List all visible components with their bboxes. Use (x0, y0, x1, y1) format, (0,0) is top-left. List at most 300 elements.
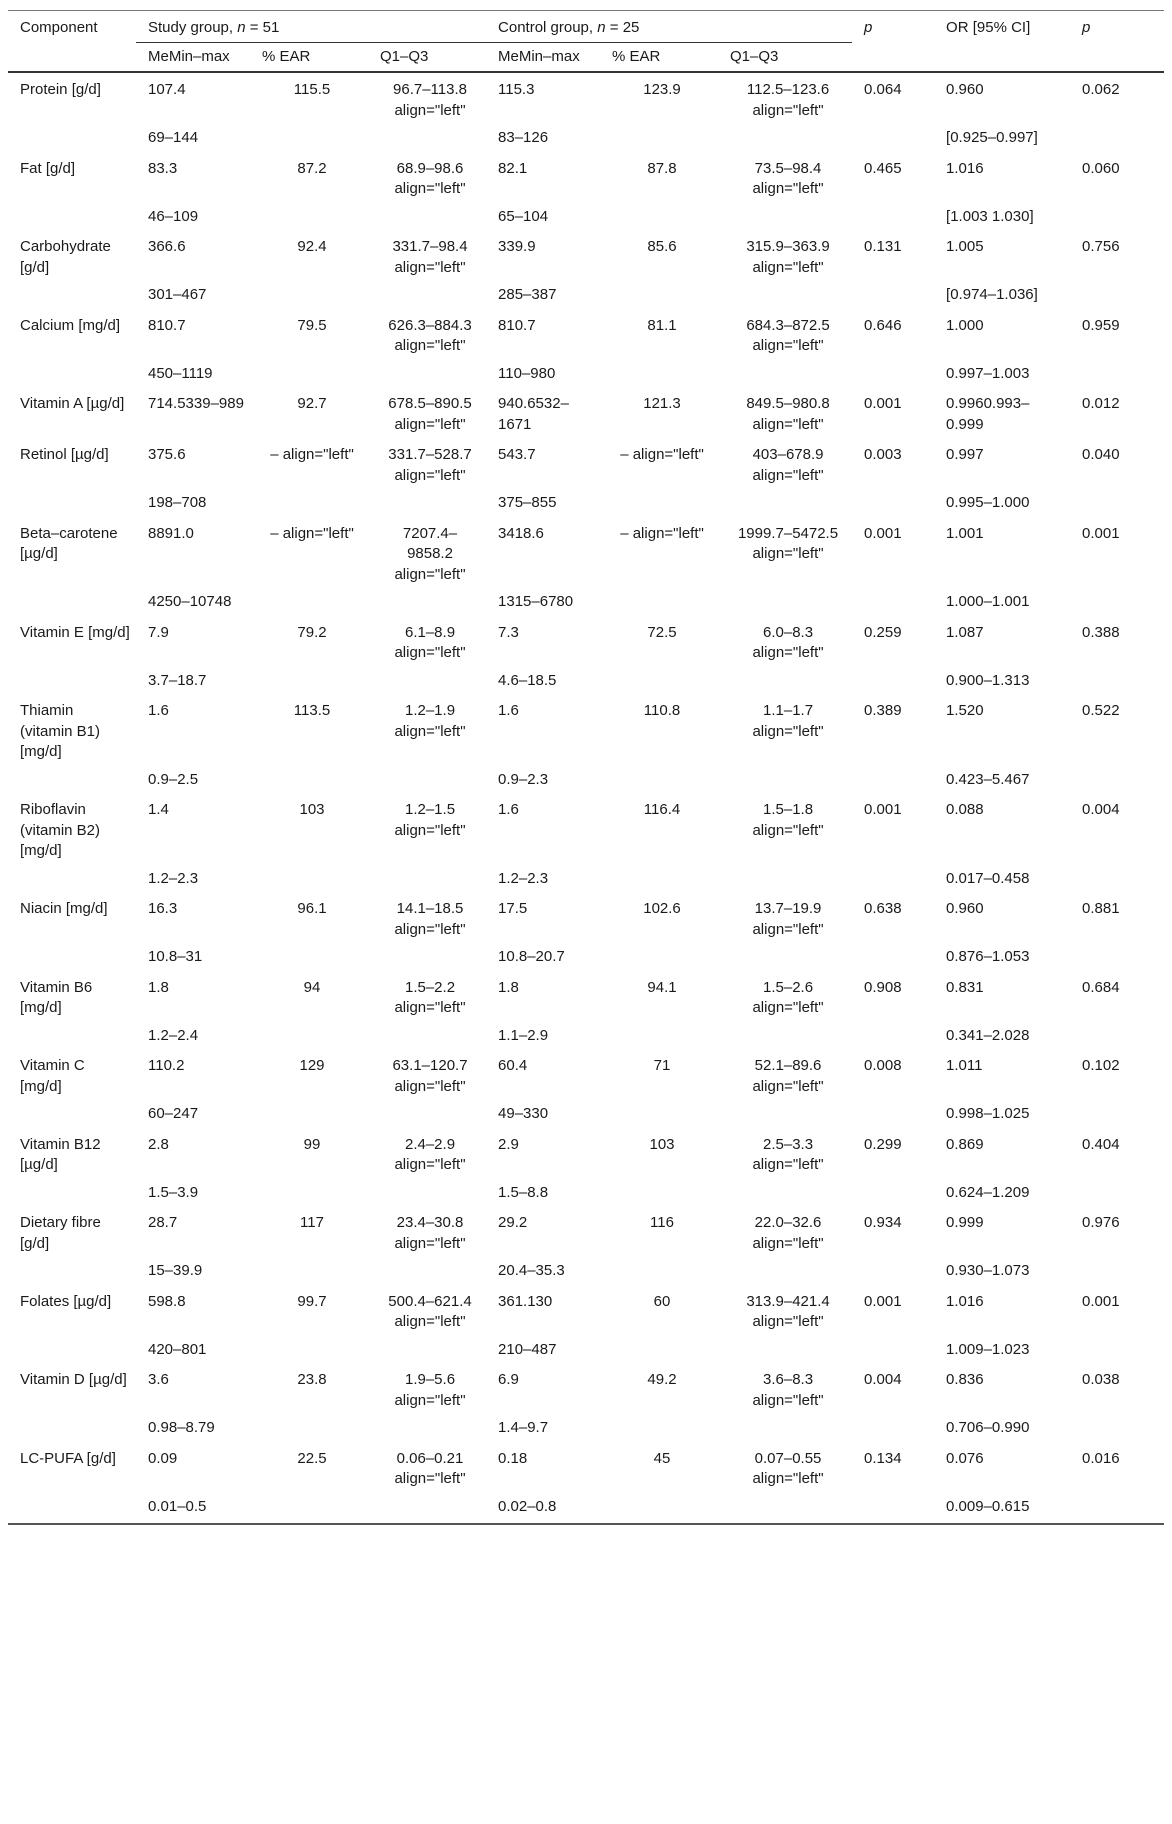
cell-control-range: 375–855 (498, 494, 557, 511)
cell-study-quartiles: 1.5–2.2 align="left" (394, 978, 466, 1016)
cell-empty (852, 1179, 934, 1207)
table-row-range (8, 1179, 1164, 1207)
table-row (8, 793, 1164, 865)
cell-study-median: 2.8 (148, 1135, 169, 1153)
cell-p-value-or: 0.001 (1082, 1292, 1120, 1310)
subheader-control-quartiles: Q1–Q3 (730, 47, 779, 65)
cell-empty (718, 766, 852, 794)
cell-p-value-or: 0.881 (1082, 900, 1120, 917)
table-row-range (8, 1414, 1164, 1442)
cell-empty (600, 1022, 718, 1050)
table-row-range (8, 1336, 1164, 1364)
cell-study-range: 69–144 (148, 129, 199, 146)
cell-study-ear: 22.5 (297, 1449, 327, 1467)
cell-p-value-or: 0.959 (1082, 316, 1120, 334)
cell-p-value: 0.004 (864, 1371, 902, 1388)
cell-odds-ratio: 0.960 (946, 81, 984, 98)
cell-study-quartiles: 68.9–98.6 align="left" (394, 159, 466, 197)
cell-empty (368, 1336, 486, 1364)
cell-empty (1070, 360, 1164, 388)
cell-control-ear: 60 (653, 1292, 671, 1310)
cell-study-quartiles: 1.2–1.5 align="left" (394, 801, 466, 839)
cell-study-median: 110.2 (148, 1057, 185, 1074)
table-row-range (8, 1257, 1164, 1285)
cell-p-value-or: 0.388 (1082, 623, 1120, 641)
table-row (8, 152, 1164, 203)
cell-component: Vitamin A [µg/d] (20, 395, 125, 412)
cell-empty (368, 1022, 486, 1050)
cell-empty (1070, 281, 1164, 309)
cell-odds-ratio: 0.076 (946, 1449, 984, 1467)
table-row (8, 1363, 1164, 1414)
cell-control-median: 29.2 (498, 1214, 528, 1231)
cell-study-quartiles: 23.4–30.8 align="left" (394, 1214, 466, 1252)
cell-empty (8, 588, 136, 616)
table-row (8, 387, 1164, 438)
cell-control-ear: 45 (653, 1449, 671, 1467)
cell-control-quartiles: 13.7–19.9 align="left" (752, 900, 824, 938)
cell-control-ear: 121.3 (643, 395, 681, 412)
cell-empty (718, 1257, 852, 1285)
cell-empty (718, 588, 852, 616)
cell-odds-ratio: 1.016 (946, 159, 984, 177)
cell-p-value-or: 0.001 (1082, 524, 1120, 542)
cell-p-value: 0.131 (864, 238, 902, 255)
cell-control-range: 0.02–0.8 (498, 1497, 557, 1515)
cell-component: Beta–carotene [µg/d] (20, 524, 118, 562)
cell-empty (250, 1100, 368, 1128)
cell-empty (852, 865, 934, 893)
cell-confidence-interval: 0.017–0.458 (946, 869, 1030, 887)
cell-component: Riboflavin (vitamin B2) [mg/d] (20, 801, 101, 859)
cell-empty (600, 489, 718, 517)
cell-empty (1070, 865, 1164, 893)
cell-confidence-interval: 0.995–1.000 (946, 494, 1030, 511)
cell-study-range: 0.01–0.5 (148, 1497, 207, 1515)
table-row-range (8, 360, 1164, 388)
cell-empty (852, 766, 934, 794)
cell-control-median: 543.7 (498, 446, 536, 463)
cell-component: Fat [g/d] (20, 159, 76, 177)
cell-study-median: 1.8 (148, 978, 169, 996)
cell-empty (600, 1257, 718, 1285)
cell-empty (852, 1336, 934, 1364)
cell-empty (250, 1257, 368, 1285)
cell-empty (600, 124, 718, 152)
cell-study-ear: 103 (299, 801, 325, 818)
cell-control-median: 0.18 (498, 1449, 528, 1467)
cell-odds-ratio: 0.9960.993–0.999 (946, 395, 1030, 433)
cell-empty (8, 1179, 136, 1207)
table-row-range (8, 489, 1164, 517)
cell-study-quartiles: 63.1–120.7 align="left" (392, 1057, 468, 1095)
cell-empty (718, 1179, 852, 1207)
cell-empty (8, 943, 136, 971)
cell-study-median: 3.6 (148, 1371, 169, 1388)
cell-component: Vitamin B12 [µg/d] (20, 1135, 101, 1173)
cell-empty (8, 865, 136, 893)
cell-odds-ratio: 0.831 (946, 978, 984, 996)
cell-empty (1070, 943, 1164, 971)
cell-study-median: 28.7 (148, 1214, 178, 1231)
cell-empty (250, 360, 368, 388)
cell-empty (718, 1336, 852, 1364)
cell-empty (8, 203, 136, 231)
cell-study-median: 810.7 (148, 316, 186, 334)
subheader-study-ear: % EAR (262, 47, 311, 65)
cell-study-range: 46–109 (148, 207, 199, 225)
cell-study-quartiles: 678.5–890.5 align="left" (388, 395, 472, 433)
cell-control-quartiles: 1.1–1.7 align="left" (752, 702, 824, 740)
cell-odds-ratio: 1.087 (946, 623, 984, 641)
cell-component: Dietary fibre [g/d] (20, 1214, 101, 1252)
cell-control-quartiles: 1.5–1.8 align="left" (752, 801, 824, 839)
cell-empty (250, 1493, 368, 1525)
cell-study-ear: 94 (303, 978, 321, 996)
cell-p-value-or: 0.102 (1082, 1057, 1120, 1074)
table-row (8, 971, 1164, 1022)
cell-p-value: 0.001 (864, 801, 902, 818)
cell-control-median: 1.6 (498, 801, 519, 818)
cell-empty (8, 1022, 136, 1050)
cell-p-value: 0.134 (864, 1449, 902, 1467)
cell-study-range: 15–39.9 (148, 1262, 203, 1279)
cell-component: Folates [µg/d] (20, 1292, 112, 1310)
table-row (8, 309, 1164, 360)
cell-control-ear: 87.8 (647, 159, 677, 177)
cell-control-range: 4.6–18.5 (498, 671, 557, 689)
cell-control-median: 339.9 (498, 238, 536, 255)
cell-study-median: 1.6 (148, 702, 169, 719)
cell-odds-ratio: 1.001 (946, 524, 984, 542)
cell-empty (718, 865, 852, 893)
table-row (8, 1285, 1164, 1336)
cell-study-median: 598.8 (148, 1292, 186, 1310)
cell-p-value: 0.646 (864, 316, 902, 334)
cell-odds-ratio: 1.520 (946, 702, 984, 719)
cell-component: Vitamin C [mg/d] (20, 1057, 85, 1095)
cell-p-value-or: 0.062 (1082, 81, 1120, 98)
cell-study-ear: 92.4 (297, 238, 327, 255)
cell-control-range: 1.5–8.8 (498, 1183, 549, 1201)
cell-study-range: 420–801 (148, 1340, 207, 1358)
cell-study-quartiles: 500.4–621.4 align="left" (388, 1292, 472, 1330)
cell-empty (1070, 1022, 1164, 1050)
cell-empty (368, 1414, 486, 1442)
cell-empty (250, 943, 368, 971)
cell-empty (1070, 489, 1164, 517)
cell-empty (600, 1100, 718, 1128)
cell-empty (250, 1414, 368, 1442)
cell-empty (718, 1022, 852, 1050)
cell-empty (368, 943, 486, 971)
cell-empty (718, 360, 852, 388)
table-row-range (8, 588, 1164, 616)
cell-p-value: 0.001 (864, 1292, 902, 1310)
cell-control-median: 6.9 (498, 1371, 519, 1388)
cell-study-quartiles: 7207.4–9858.2 align="left" (394, 524, 466, 583)
cell-empty (1070, 203, 1164, 231)
cell-control-quartiles: 3.6–8.3 align="left" (752, 1371, 824, 1409)
cell-empty (368, 360, 486, 388)
cell-empty (600, 667, 718, 695)
cell-confidence-interval: [0.974–1.036] (946, 286, 1038, 303)
cell-p-value-or: 0.060 (1082, 159, 1120, 177)
cell-empty (368, 1493, 486, 1525)
table-row-range (8, 943, 1164, 971)
cell-p-value: 0.008 (864, 1057, 902, 1074)
cell-p-value-or: 0.040 (1082, 446, 1120, 463)
cell-empty (852, 281, 934, 309)
cell-empty (368, 588, 486, 616)
cell-control-range: 65–104 (498, 207, 549, 225)
cell-empty (1070, 588, 1164, 616)
cell-study-median: 7.9 (148, 623, 169, 641)
cell-odds-ratio: 0.960 (946, 900, 984, 917)
cell-empty (600, 281, 718, 309)
cell-study-range: 10.8–31 (148, 948, 203, 965)
cell-study-quartiles: 14.1–18.5 align="left" (394, 900, 466, 938)
cell-confidence-interval: 0.423–5.467 (946, 770, 1030, 788)
cell-control-range: 0.9–2.3 (498, 770, 549, 788)
cell-control-median: 60.4 (498, 1057, 528, 1074)
cell-empty (600, 1179, 718, 1207)
cell-empty (852, 943, 934, 971)
cell-study-ear: 129 (299, 1057, 325, 1074)
cell-study-median: 1.4 (148, 801, 169, 818)
cell-empty (718, 943, 852, 971)
cell-study-range: 198–708 (148, 494, 207, 511)
cell-control-range: 10.8–20.7 (498, 948, 565, 965)
cell-empty (1070, 124, 1164, 152)
cell-study-median: 8891.0 (148, 524, 194, 542)
table-row (8, 517, 1164, 589)
cell-study-range: 1.2–2.4 (148, 1026, 199, 1044)
cell-control-ear: 116.4 (643, 801, 681, 818)
cell-control-quartiles: 2.5–3.3 align="left" (752, 1135, 824, 1173)
cell-p-value: 0.908 (864, 978, 902, 996)
cell-control-median: 810.7 (498, 316, 536, 334)
cell-study-ear: 99 (303, 1135, 321, 1153)
cell-empty (8, 489, 136, 517)
cell-control-ear: 72.5 (647, 623, 677, 641)
cell-confidence-interval: 1.000–1.001 (946, 593, 1030, 610)
cell-study-quartiles: 626.3–884.3 align="left" (388, 316, 472, 354)
cell-empty (852, 588, 934, 616)
cell-p-value: 0.003 (864, 446, 902, 463)
cell-control-quartiles: 1999.7–5472.5 align="left" (737, 524, 839, 562)
cell-p-value-or: 0.038 (1082, 1371, 1120, 1388)
cell-empty (1070, 1493, 1164, 1525)
cell-empty (600, 1493, 718, 1525)
cell-empty (1070, 1179, 1164, 1207)
cell-empty (250, 667, 368, 695)
subheader-control-ear: % EAR (612, 47, 661, 65)
table-row (8, 1128, 1164, 1179)
cell-confidence-interval: 0.341–2.028 (946, 1026, 1030, 1044)
cell-control-median: 115.3 (498, 81, 535, 98)
cell-control-median: 2.9 (498, 1135, 519, 1153)
cell-odds-ratio: 0.088 (946, 801, 984, 818)
cell-empty (250, 124, 368, 152)
cell-p-value: 0.259 (864, 623, 902, 641)
cell-control-quartiles: 22.0–32.6 align="left" (752, 1214, 824, 1252)
cell-control-ear: 110.8 (643, 702, 681, 719)
cell-control-quartiles: 403–678.9 align="left" (752, 446, 824, 484)
cell-confidence-interval: 0.876–1.053 (946, 948, 1030, 965)
cell-empty (8, 667, 136, 695)
header-p-value: p (852, 11, 934, 73)
cell-empty (718, 667, 852, 695)
cell-empty (718, 281, 852, 309)
table-row (8, 72, 1164, 124)
cell-empty (250, 489, 368, 517)
cell-odds-ratio: 1.016 (946, 1292, 984, 1310)
cell-component: LC-PUFA [g/d] (20, 1449, 116, 1467)
cell-confidence-interval: 0.997–1.003 (946, 364, 1030, 382)
cell-control-ear: – align="left" (620, 446, 704, 463)
cell-p-value-or: 0.976 (1082, 1214, 1120, 1231)
cell-study-range: 1.2–2.3 (148, 869, 199, 887)
cell-empty (368, 203, 486, 231)
cell-p-value: 0.064 (864, 81, 902, 98)
cell-study-range: 4250–10748 (148, 593, 232, 610)
cell-control-quartiles: 1.5–2.6 align="left" (752, 978, 824, 1016)
cell-control-median: 1.8 (498, 978, 519, 996)
cell-empty (368, 865, 486, 893)
cell-confidence-interval: [1.003 1.030] (946, 207, 1034, 225)
table-header (8, 11, 1164, 73)
cell-empty (852, 1414, 934, 1442)
cell-study-range: 0.98–8.79 (148, 1419, 215, 1436)
cell-empty (718, 124, 852, 152)
cell-study-quartiles: 331.7–528.7 align="left" (388, 446, 472, 484)
cell-p-value-or: 0.012 (1082, 395, 1120, 412)
cell-control-range: 110–980 (498, 364, 556, 382)
cell-study-median: 107.4 (148, 81, 186, 98)
subheader-control-median: MeMin–max (498, 47, 580, 65)
cell-confidence-interval: 0.706–0.990 (946, 1419, 1030, 1436)
cell-study-median: 366.6 (148, 238, 186, 255)
cell-empty (368, 1257, 486, 1285)
cell-empty (600, 360, 718, 388)
cell-empty (718, 1100, 852, 1128)
cell-component: Thiamin (vitamin B1) [mg/d] (20, 702, 101, 760)
cell-empty (8, 766, 136, 794)
cell-component: Vitamin D [µg/d] (20, 1371, 127, 1388)
cell-study-range: 0.9–2.5 (148, 770, 199, 788)
cell-empty (852, 124, 934, 152)
cell-p-value: 0.389 (864, 702, 902, 719)
cell-control-median: 7.3 (498, 623, 519, 641)
cell-study-ear: 96.1 (297, 900, 327, 917)
cell-study-range: 60–247 (148, 1105, 199, 1122)
cell-control-quartiles: 313.9–421.4 align="left" (746, 1292, 830, 1330)
cell-empty (8, 1257, 136, 1285)
cell-control-ear: 81.1 (647, 316, 677, 334)
cell-study-ear: 115.5 (293, 81, 331, 98)
cell-control-ear: 103 (649, 1135, 675, 1153)
cell-empty (1070, 766, 1164, 794)
cell-study-ear: 87.2 (297, 159, 327, 177)
table-row-range (8, 1100, 1164, 1128)
cell-odds-ratio: 1.000 (946, 316, 984, 334)
cell-empty (250, 1336, 368, 1364)
table-row-range (8, 203, 1164, 231)
table-row (8, 1206, 1164, 1257)
cell-empty (250, 588, 368, 616)
header-p-value-or: p (1070, 11, 1164, 73)
cell-empty (250, 1179, 368, 1207)
nutrient-table-container (8, 10, 1164, 1525)
cell-odds-ratio: 0.836 (946, 1371, 984, 1388)
cell-p-value: 0.465 (864, 159, 902, 177)
cell-empty (852, 360, 934, 388)
cell-odds-ratio: 1.011 (946, 1057, 983, 1074)
cell-component: Vitamin E [mg/d] (20, 623, 130, 641)
cell-empty (718, 1414, 852, 1442)
cell-empty (250, 281, 368, 309)
table-row (8, 616, 1164, 667)
header-component: Component (8, 11, 136, 73)
cell-odds-ratio: 0.999 (946, 1214, 984, 1231)
cell-empty (368, 1100, 486, 1128)
cell-study-quartiles: 1.2–1.9 align="left" (394, 702, 466, 740)
table-row-range (8, 281, 1164, 309)
cell-control-quartiles: 6.0–8.3 align="left" (752, 623, 824, 661)
cell-empty (368, 1179, 486, 1207)
cell-odds-ratio: 0.869 (946, 1135, 984, 1153)
table-row-range (8, 865, 1164, 893)
cell-control-quartiles: 73.5–98.4 align="left" (752, 159, 824, 197)
header-study-group: Study group, n = 51 (136, 11, 486, 43)
cell-study-ear: 23.8 (297, 1371, 327, 1388)
cell-study-quartiles: 1.9–5.6 align="left" (394, 1371, 466, 1409)
cell-control-quartiles: 684.3–872.5 align="left" (746, 316, 830, 354)
cell-odds-ratio: 1.005 (946, 238, 984, 255)
cell-empty (852, 489, 934, 517)
cell-control-range: 20.4–35.3 (498, 1262, 565, 1279)
cell-study-median: 83.3 (148, 159, 178, 177)
cell-empty (250, 1022, 368, 1050)
cell-empty (1070, 1414, 1164, 1442)
cell-empty (250, 766, 368, 794)
cell-empty (368, 489, 486, 517)
cell-control-quartiles: 112.5–123.6 align="left" (746, 81, 830, 119)
cell-control-quartiles: 315.9–363.9 align="left" (746, 238, 830, 276)
cell-empty (368, 281, 486, 309)
cell-p-value-or: 0.404 (1082, 1135, 1120, 1153)
cell-study-ear: 92.7 (297, 395, 327, 412)
table-row-range (8, 766, 1164, 794)
cell-study-ear: 99.7 (297, 1292, 327, 1310)
cell-confidence-interval: 0.624–1.209 (946, 1183, 1030, 1201)
cell-control-ear: 49.2 (647, 1371, 677, 1388)
cell-p-value-or: 0.522 (1082, 702, 1120, 719)
cell-empty (600, 865, 718, 893)
cell-study-ear: 79.2 (297, 623, 327, 641)
cell-empty (1070, 1257, 1164, 1285)
cell-control-range: 1.1–2.9 (498, 1026, 549, 1044)
cell-study-quartiles: 0.06–0.21 align="left" (394, 1449, 466, 1487)
cell-p-value-or: 0.004 (1082, 801, 1120, 818)
cell-empty (852, 1257, 934, 1285)
cell-study-range: 1.5–3.9 (148, 1183, 199, 1201)
cell-p-value: 0.001 (864, 524, 902, 542)
cell-control-ear: – align="left" (620, 524, 704, 542)
cell-study-quartiles: 96.7–113.8 align="left" (393, 81, 467, 119)
cell-confidence-interval: 1.009–1.023 (946, 1340, 1030, 1358)
